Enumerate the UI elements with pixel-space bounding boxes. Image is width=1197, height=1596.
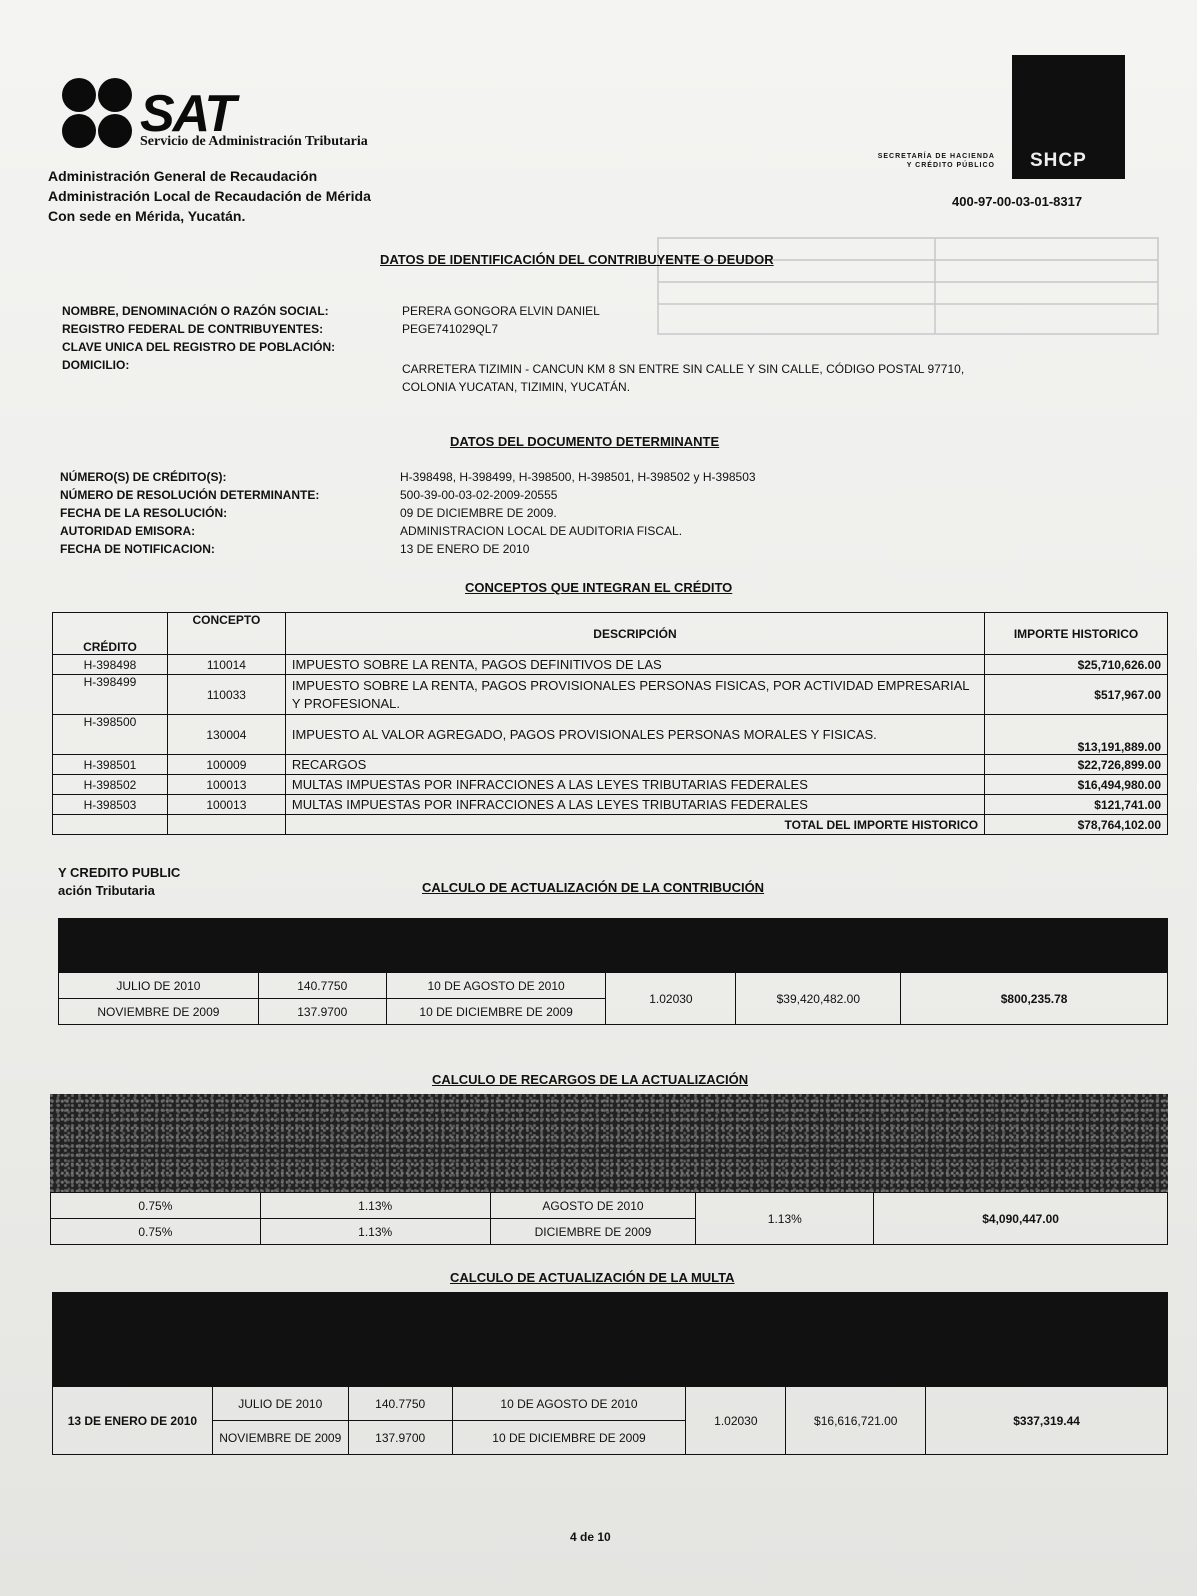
column-header: CONCEPTO [167,613,285,655]
table-row: H-398498 110014 IMPUESTO SOBRE LA RENTA, PAGOS DEFINITIVOS DE LAS $25,710,626.00 [53,655,1168,675]
taxpayer-section-title: DATOS DE IDENTIFICACIÓN DEL CONTRIBUYENTE O DEUDOR [380,252,774,267]
field-label: FECHA DE NOTIFICACION: [60,542,215,556]
table-row: 0.75% 1.13% DICIEMBRE DE 2009 [51,1219,1168,1245]
page-number: 4 de 10 [570,1530,611,1544]
update-result: $800,235.78 [901,973,1168,1025]
surcharges-table [50,1192,1168,1245]
surcharges-title: CALCULO DE RECARGOS DE LA ACTUALIZACIÓN [432,1072,749,1087]
admin-line: Con sede en Mérida, Yucatán. [48,208,246,224]
table-header-row [53,613,1168,655]
column-header: IMPORTE HISTORICO [985,613,1168,655]
field-label: AUTORIDAD EMISORA: [60,524,196,538]
fine-update-table [52,1386,1168,1455]
field-label: FECHA DE LA RESOLUCIÓN: [60,506,228,520]
table-row: H-398503 100013 MULTAS IMPUESTAS POR INFRACCIONES A LAS LEYES TRIBUTARIAS FEDERALES $121,741.00 [53,795,1168,815]
total-row [53,815,1168,835]
fine-update-title: CALCULO DE ACTUALIZACIÓN DE LA MULTA [450,1270,735,1285]
admin-line: Administración General de Recaudación [48,168,318,184]
fine-result: $337,319.44 [926,1387,1168,1455]
taxpayer-values [402,302,600,338]
administration-lines [48,166,371,226]
sat-logo-text: SAT [140,85,235,143]
table-row: JULIO DE 2010 140.7750 10 DE AGOSTO DE 2010 1.02030 $39,420,482.00 $800,235.78 [59,973,1168,999]
redacted-header-band [50,1094,1168,1192]
surcharge-amount: $4,090,447.00 [874,1193,1168,1245]
table-row: 13 DE ENERO DE 2010 JULIO DE 2010 140.7750 10 DE AGOSTO DE 2010 1.02030 $16,616,721.00 $337,319.44 [53,1387,1168,1421]
sat-logo [60,78,420,158]
surcharge-total-rate: 1.13% [696,1193,874,1245]
column-header: CRÉDITO [53,613,168,655]
field-label: DOMICILIO: [62,358,130,372]
document-code: 400-97-00-03-01-8317 [952,194,1083,209]
contribution-update-table [58,972,1168,1025]
table-row: 0.75% 1.13% AGOSTO DE 2010 1.13% $4,090,447.00 [51,1193,1168,1219]
total-label: TOTAL DEL IMPORTE HISTORICO [285,815,984,835]
shcp-logo [1012,55,1125,179]
side-fragment: Y CREDITO PUBLIC ación Tributaria [58,865,181,898]
credit-numbers: H-398498, H-398499, H-398500, H-398501, H-398502 y H-398503 [400,470,756,484]
fine-notification-date: 13 DE ENERO DE 2010 [53,1387,213,1455]
table-row: H-398500 130004 IMPUESTO AL VALOR AGREGADO, PAGOS PROVISIONALES PERSONAS MORALES Y FISICAS. $13,191,889.00 [53,715,1168,755]
table-row: H-398501 100009 RECARGOS $22,726,899.00 [53,755,1168,775]
determinant-section-title: DATOS DEL DOCUMENTO DETERMINANTE [450,434,720,449]
bleed-through-table [650,232,1170,342]
fine-amount: $16,616,721.00 [786,1387,926,1455]
field-label: NOMBRE, DENOMINACIÓN O RAZÓN SOCIAL: [62,304,329,318]
taxpayer-name: PERERA GONGORA ELVIN DANIEL [402,304,600,318]
concepts-section-title: CONCEPTOS QUE INTEGRAN EL CRÉDITO [465,580,733,595]
table-row: NOVIEMBRE DE 2009 137.9700 10 DE DICIEMBRE DE 2009 [59,999,1168,1025]
resolution-number: 500-39-00-03-02-2009-20555 [400,488,558,502]
table-row: H-398499 110033 IMPUESTO SOBRE LA RENTA, PAGOS PROVISIONALES PERSONAS FISICAS, POR ACTIVIDAD EMPRESARIAL Y PROFESIONAL. $517,967.00 [53,675,1168,715]
redacted-header-band [58,918,1168,972]
determinant-values [400,468,756,558]
sat-dots-icon [60,78,140,150]
determinant-labels [60,468,319,558]
total-value: $78,764,102.00 [985,815,1168,835]
column-header: DESCRIPCIÓN [285,613,984,655]
shcp-small-text: SECRETARÍA DE HACIENDA Y CRÉDITO PÚBLICO [877,153,995,169]
table-row: H-398502 100013 MULTAS IMPUESTAS POR INFRACCIONES A LAS LEYES TRIBUTARIAS FEDERALES $16,494,980.00 [53,775,1168,795]
issuing-authority: ADMINISTRACION LOCAL DE AUDITORIA FISCAL. [400,524,683,538]
field-label: NÚMERO DE RESOLUCIÓN DETERMINANTE: [60,488,320,502]
shcp-logo-text: SHCP [1030,150,1087,171]
update-amount: $39,420,482.00 [736,973,901,1025]
table-row: NOVIEMBRE DE 2009 137.9700 10 DE DICIEMBRE DE 2009 [53,1421,1168,1455]
resolution-date: 09 DE DICIEMBRE DE 2009. [400,506,557,520]
notification-date: 13 DE ENERO DE 2010 [400,542,530,556]
update-factor: 1.02030 [606,973,736,1025]
redacted-header-band [52,1292,1168,1386]
taxpayer-address: CARRETERA TIZIMIN - CANCUN KM 8 SN ENTRE SIN CALLE Y SIN CALLE, CÓDIGO POSTAL 97710, COLONIA YUCATAN, TIZIMIN, YUCATÁN. [402,362,965,394]
contribution-update-title: CALCULO DE ACTUALIZACIÓN DE LA CONTRIBUCIÓN [422,880,765,895]
field-label: REGISTRO FEDERAL DE CONTRIBUYENTES: [62,322,324,336]
admin-line: Administración Local de Recaudación de Mérida [48,188,371,204]
fine-factor: 1.02030 [686,1387,786,1455]
field-label: NÚMERO(S) DE CRÉDITO(S): [60,470,227,484]
field-label: CLAVE UNICA DEL REGISTRO DE POBLACIÓN: [62,340,336,354]
taxpayer-labels [62,302,335,374]
concepts-table [52,612,1168,835]
sat-logo-subtitle: Servicio de Administración Tributaria [140,134,368,149]
taxpayer-rfc: PEGE741029QL7 [402,322,499,336]
